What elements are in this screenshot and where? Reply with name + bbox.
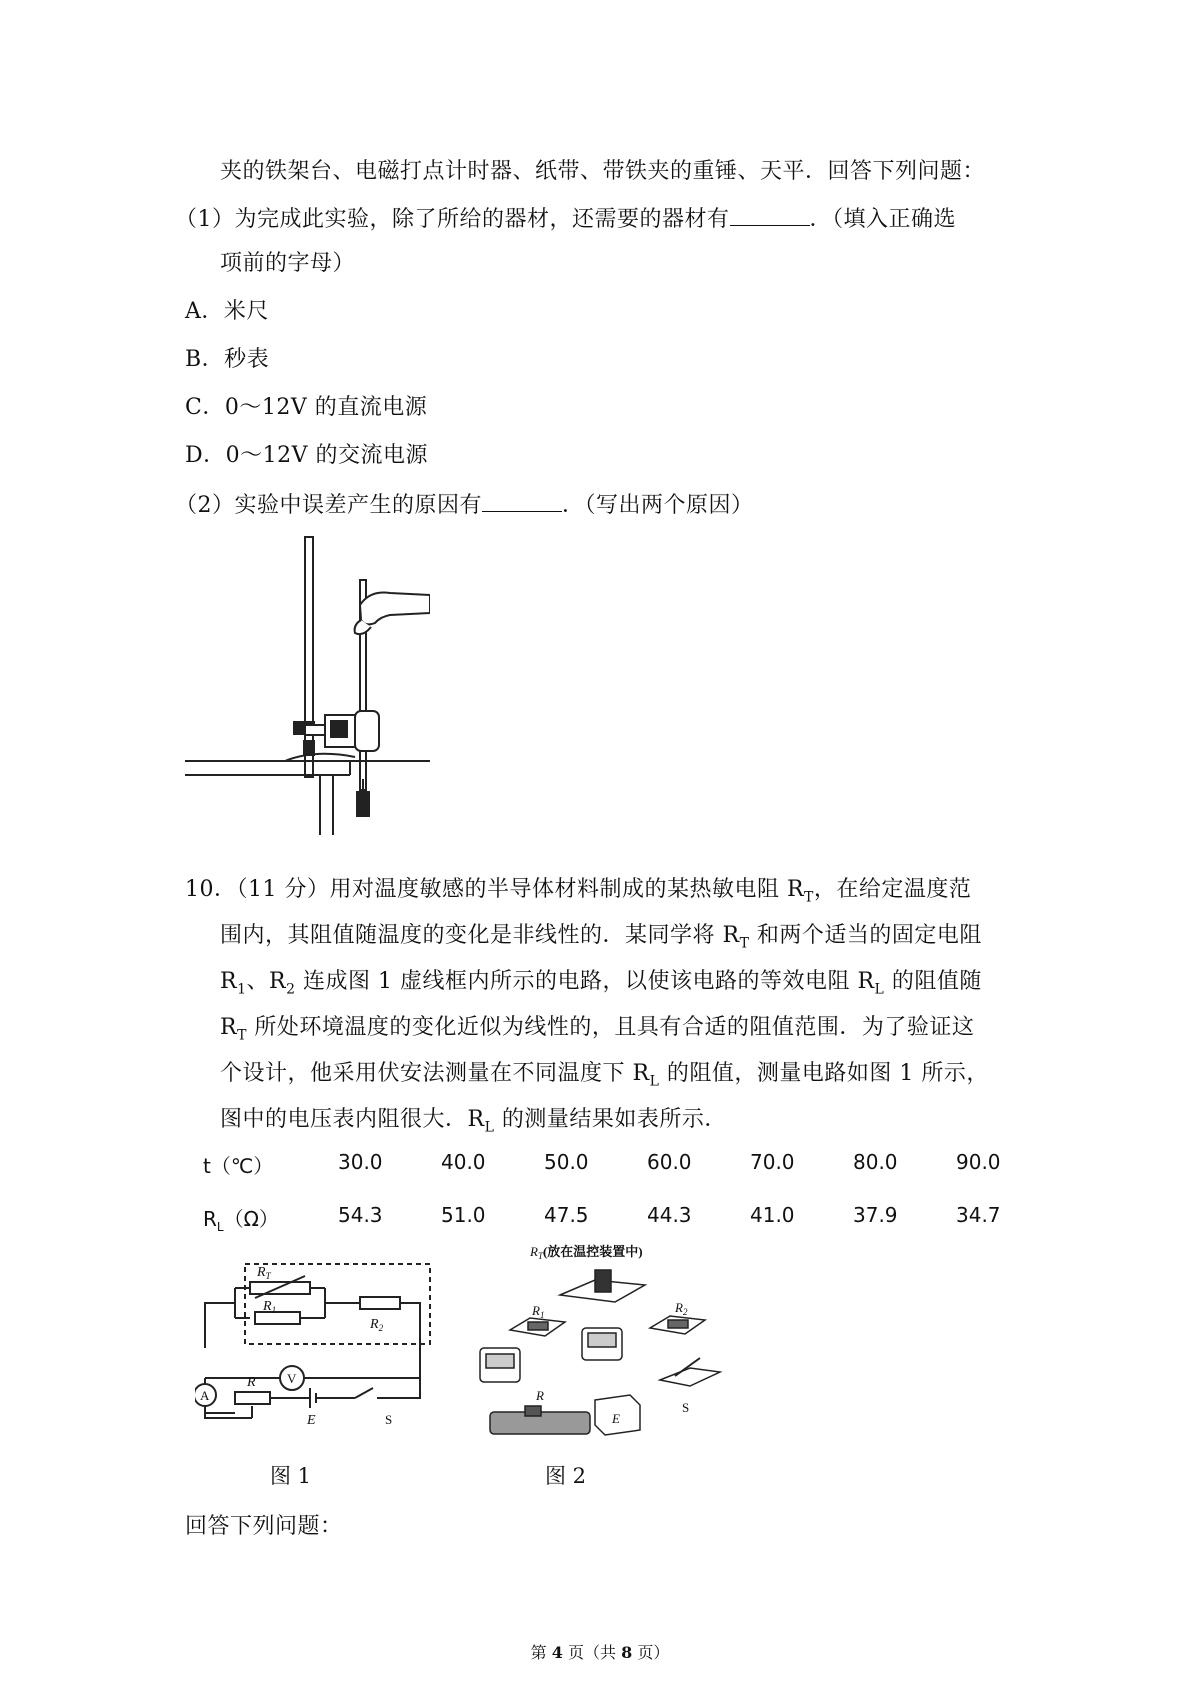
table-cell: 50.0 bbox=[544, 1150, 589, 1174]
q10-text: ，在给定温度范 bbox=[813, 877, 972, 902]
question-1-text: （1）为完成此实验，除了所给的器材，还需要的器材有 bbox=[175, 207, 730, 232]
table-cell: 40.0 bbox=[441, 1150, 486, 1174]
subscript: L bbox=[649, 1073, 660, 1090]
fig2-label-r1: $R_1$ bbox=[532, 1303, 545, 1320]
q10-line-4 bbox=[220, 1013, 974, 1050]
total-pages: 8 bbox=[621, 1643, 633, 1662]
table-cell: 90.0 bbox=[956, 1150, 1001, 1174]
footer-text: 页） bbox=[632, 1643, 670, 1662]
question-1-text-cont: ．（填入正确选 bbox=[809, 207, 957, 232]
q10-line-3 bbox=[220, 967, 982, 1004]
subscript: 1 bbox=[237, 981, 247, 998]
q10-text: 连成图 1 虚线框内所示的电路，以使该电路的等效电阻 R bbox=[295, 969, 875, 994]
table-cell: 54.3 bbox=[338, 1203, 383, 1227]
fig2-label-r: R bbox=[536, 1388, 544, 1403]
footer-text: 页（共 bbox=[562, 1643, 622, 1662]
option-d: D．0～12V 的交流电源 bbox=[185, 443, 429, 468]
label-r1: $R_1$ bbox=[263, 1299, 277, 1315]
label-e: E bbox=[307, 1413, 316, 1428]
table-cell: 34.7 bbox=[956, 1203, 1001, 1227]
option-a: A．米尺 bbox=[185, 299, 269, 324]
q10-text: 的阻值，测量电路如图 1 所示， bbox=[659, 1061, 989, 1086]
q10-text: R bbox=[220, 1015, 238, 1040]
figure-2-caption: 图 2 bbox=[545, 1464, 587, 1488]
page-number: 4 bbox=[551, 1643, 563, 1662]
table-cell: 30.0 bbox=[338, 1150, 383, 1174]
subscript: T bbox=[237, 1027, 247, 1044]
fig2-label-r2: $R_2$ bbox=[675, 1300, 688, 1317]
figure-1-caption: 图 1 bbox=[270, 1464, 312, 1488]
table-cell: 80.0 bbox=[853, 1150, 898, 1174]
q10-text: 所处环境温度的变化近似为线性的，且具有合适的阻值范围．为了验证这 bbox=[246, 1015, 975, 1040]
table-cell: 47.5 bbox=[544, 1203, 589, 1227]
q10-text: R bbox=[220, 969, 238, 994]
label-rt: $R_T$ bbox=[257, 1265, 271, 1281]
q10-text: 个设计，他采用伏安法测量在不同温度下 R bbox=[220, 1061, 650, 1086]
label-r: R bbox=[247, 1375, 256, 1390]
subscript: 2 bbox=[286, 981, 296, 998]
q10-line-2 bbox=[220, 921, 982, 958]
q10-text: 、R bbox=[246, 969, 287, 994]
text-line-1: 夹的铁架台、电磁打点计时器、纸带、带铁夹的重锤、天平．回答下列问题： bbox=[220, 159, 986, 184]
q10-text: 的测量结果如表所示． bbox=[494, 1107, 727, 1132]
question-1-line bbox=[175, 203, 956, 235]
q10-line-5 bbox=[220, 1059, 989, 1096]
table-cell: 70.0 bbox=[750, 1150, 795, 1174]
table-row-label-rl: $R_L(\Omega)$ bbox=[203, 1207, 279, 1234]
label-a: A bbox=[200, 1388, 210, 1403]
subscript: T bbox=[739, 935, 750, 952]
page-footer bbox=[0, 1640, 1200, 1663]
q10-line-1 bbox=[185, 875, 971, 912]
data-table bbox=[203, 1150, 1003, 1240]
answer-blank-1[interactable] bbox=[730, 203, 810, 226]
answer-blank-2[interactable] bbox=[482, 489, 562, 512]
table-row-label-t: t（℃） bbox=[203, 1154, 274, 1178]
subscript: L bbox=[484, 1119, 495, 1136]
table-cell: 44.3 bbox=[647, 1203, 692, 1227]
q10-text: 10．（11 分）用对温度敏感的半导体材料制成的某热敏电阻 R bbox=[185, 877, 805, 902]
fig2-title: $R_T$(放在温控装置中) bbox=[530, 1244, 643, 1261]
question-2-text-cont: ．（写出两个原因） bbox=[562, 493, 754, 518]
table-cell: 37.9 bbox=[853, 1203, 898, 1227]
label-r2: $R_2$ bbox=[370, 1317, 384, 1333]
question-2-text: （2）实验中误差产生的原因有 bbox=[175, 493, 482, 518]
label-v: V bbox=[287, 1371, 297, 1386]
table-cell: 60.0 bbox=[647, 1150, 692, 1174]
q10-text: 和两个适当的固定电阻 bbox=[749, 923, 982, 948]
subscript: L bbox=[874, 981, 885, 998]
fig2-label-e: E bbox=[612, 1411, 620, 1426]
figure-1-circuit bbox=[195, 1258, 445, 1428]
table-cell: 51.0 bbox=[441, 1203, 486, 1227]
subscript: T bbox=[804, 889, 814, 906]
q10-text: 的阻值随 bbox=[884, 969, 982, 994]
label-s: S bbox=[385, 1412, 393, 1427]
table-cell: 41.0 bbox=[750, 1203, 795, 1227]
question-2-line bbox=[175, 489, 754, 521]
q10-line-6 bbox=[220, 1105, 727, 1142]
q10-text: 图中的电压表内阻很大．R bbox=[220, 1107, 485, 1132]
footer-text: 第 bbox=[530, 1643, 552, 1662]
figure-2-apparatus bbox=[470, 1240, 740, 1445]
option-c: C．0～12V 的直流电源 bbox=[185, 395, 428, 420]
fig2-label-s: S bbox=[682, 1400, 690, 1415]
question-1-line-2: 项前的字母） bbox=[220, 251, 356, 276]
q10-text: 围内，其阻值随温度的变化是非线性的．某同学将 R bbox=[220, 923, 740, 948]
option-b: B．秒表 bbox=[185, 347, 270, 372]
apparatus-illustration bbox=[185, 535, 430, 835]
closing-line: 回答下列问题： bbox=[185, 1514, 343, 1539]
